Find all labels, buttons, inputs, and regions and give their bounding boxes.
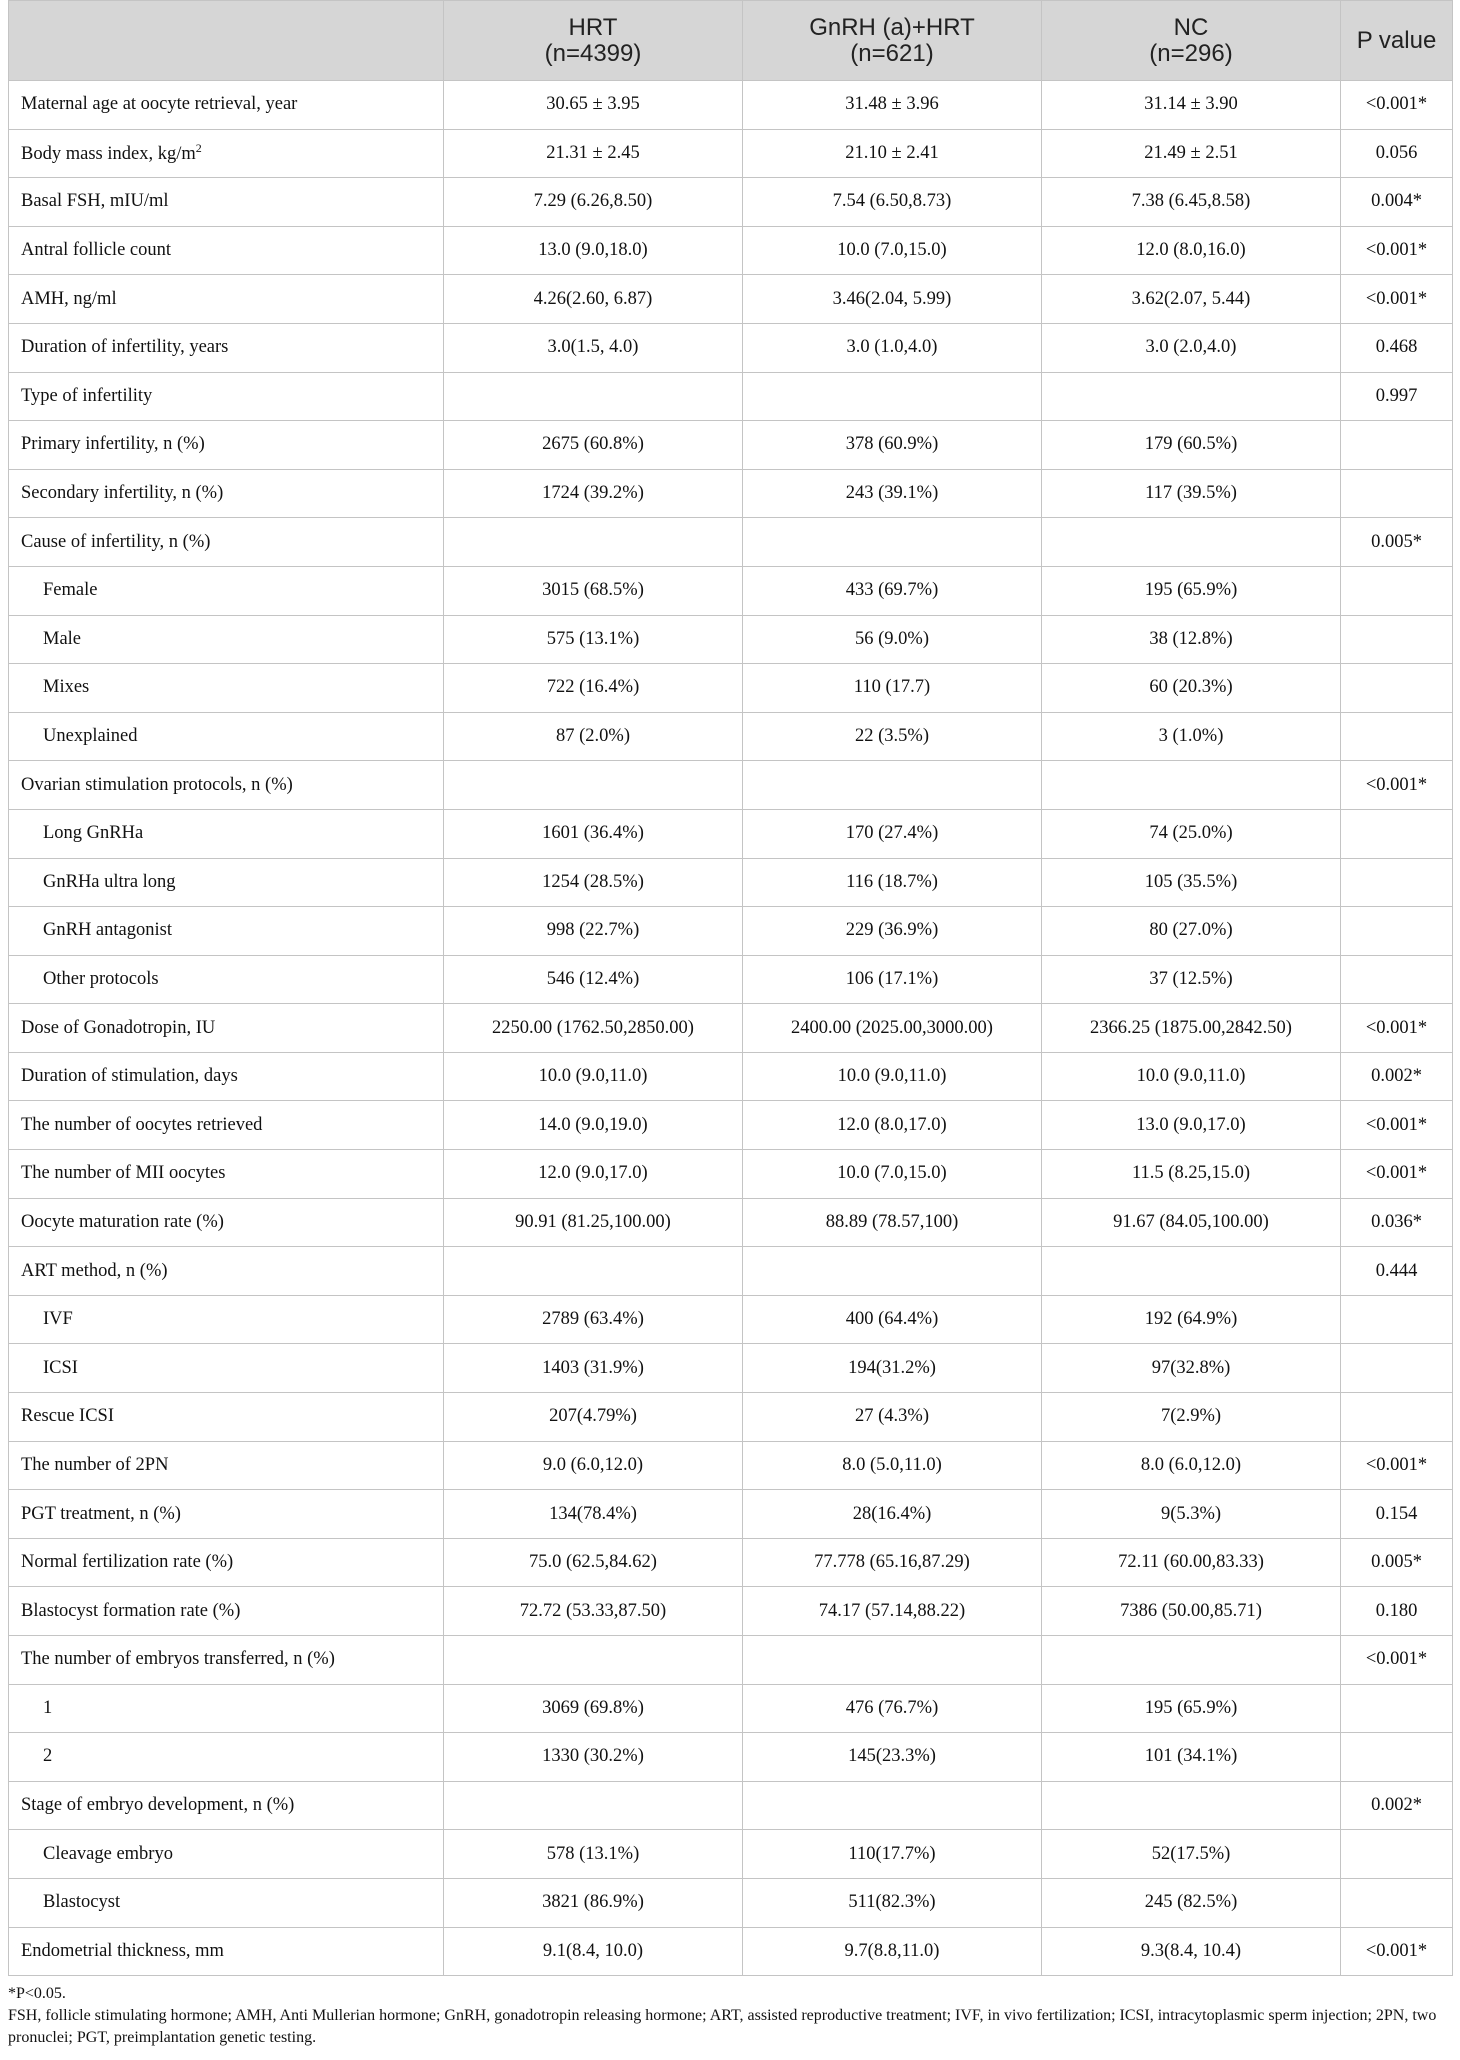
row-label-text: Basal FSH, mIU/ml (21, 191, 169, 212)
row-label (9, 323, 444, 372)
cell-nc: 7386 (50.00,85.71) (1042, 1587, 1341, 1636)
cell-nc: 80 (27.0%) (1042, 907, 1341, 956)
table-row (9, 178, 1453, 227)
cell-gnrh-hrt: 12.0 (8.0,17.0) (743, 1101, 1042, 1150)
cell-hrt: 10.0 (9.0,11.0) (444, 1052, 743, 1101)
row-label (9, 1878, 444, 1927)
cell-gnrh-hrt: 243 (39.1%) (743, 469, 1042, 518)
table-container (8, 0, 1452, 1976)
cell-nc: 3.0 (2.0,4.0) (1042, 323, 1341, 372)
cell-gnrh-hrt: 3.0 (1.0,4.0) (743, 323, 1042, 372)
cell-gnrh-hrt: 170 (27.4%) (743, 809, 1042, 858)
cell-p-value: 0.036* (1341, 1198, 1453, 1247)
header-hrt-n: (n=4399) (544, 39, 642, 67)
row-label (9, 421, 444, 470)
cell-nc: 13.0 (9.0,17.0) (1042, 1101, 1341, 1150)
row-label-text: Secondary infertility, n (%) (21, 483, 224, 504)
cell-hrt: 7.29 (6.26,8.50) (444, 178, 743, 227)
table-header (9, 1, 1453, 81)
cell-hrt (444, 1636, 743, 1685)
row-label-text: Blastocyst formation rate (%) (21, 1600, 241, 1621)
cell-nc: 3.62(2.07, 5.44) (1042, 275, 1341, 324)
row-label (9, 1101, 444, 1150)
row-label-text: Ovarian stimulation protocols, n (%) (21, 774, 293, 795)
row-label (9, 1198, 444, 1247)
cell-p-value: 0.002* (1341, 1052, 1453, 1101)
table-row (9, 1587, 1453, 1636)
table-row (9, 81, 1453, 130)
cell-gnrh-hrt: 28(16.4%) (743, 1490, 1042, 1539)
row-label-text: GnRHa ultra long (43, 871, 176, 892)
cell-hrt (444, 761, 743, 810)
cell-nc: 195 (65.9%) (1042, 1684, 1341, 1733)
row-label (9, 1344, 444, 1393)
row-label (9, 907, 444, 956)
row-label-text: Blastocyst (43, 1892, 121, 1913)
table-row (9, 1247, 1453, 1296)
cell-gnrh-hrt (743, 761, 1042, 810)
header-nc-n: (n=296) (1149, 39, 1233, 67)
header-nc-title: NC (1173, 13, 1209, 41)
cell-p-value (1341, 1684, 1453, 1733)
cell-gnrh-hrt: 7.54 (6.50,8.73) (743, 178, 1042, 227)
cell-gnrh-hrt: 194(31.2%) (743, 1344, 1042, 1393)
row-label-text: Primary infertility, n (%) (21, 434, 205, 455)
row-label (9, 275, 444, 324)
cell-nc: 195 (65.9%) (1042, 566, 1341, 615)
row-label (9, 81, 444, 130)
row-label (9, 955, 444, 1004)
table-row (9, 1830, 1453, 1879)
cell-gnrh-hrt (743, 372, 1042, 421)
cell-gnrh-hrt: 110 (17.7) (743, 664, 1042, 713)
cell-hrt: 13.0 (9.0,18.0) (444, 226, 743, 275)
cell-gnrh-hrt: 10.0 (7.0,15.0) (743, 226, 1042, 275)
cell-nc: 31.14 ± 3.90 (1042, 81, 1341, 130)
row-label-text: The number of embryos transferred, n (%) (21, 1649, 335, 1670)
table-row (9, 615, 1453, 664)
row-label (9, 1927, 444, 1976)
cell-nc: 245 (82.5%) (1042, 1878, 1341, 1927)
table-row (9, 1684, 1453, 1733)
row-label-text: Type of infertility (21, 385, 153, 406)
cell-p-value: 0.997 (1341, 372, 1453, 421)
cell-nc: 38 (12.8%) (1042, 615, 1341, 664)
cell-p-value: <0.001* (1341, 275, 1453, 324)
cell-gnrh-hrt (743, 1781, 1042, 1830)
table-row (9, 1878, 1453, 1927)
cell-p-value: 0.004* (1341, 178, 1453, 227)
row-label-text: 1 (43, 1697, 53, 1718)
table-row (9, 1344, 1453, 1393)
row-label-text: Other protocols (43, 968, 159, 989)
row-label (9, 1247, 444, 1296)
table-row (9, 518, 1453, 567)
cell-hrt (444, 1247, 743, 1296)
table-row (9, 1441, 1453, 1490)
cell-nc: 117 (39.5%) (1042, 469, 1341, 518)
cell-gnrh-hrt: 74.17 (57.14,88.22) (743, 1587, 1042, 1636)
cell-nc: 12.0 (8.0,16.0) (1042, 226, 1341, 275)
header-gnrh-hrt (743, 1, 1042, 81)
row-label (9, 1490, 444, 1539)
row-label (9, 712, 444, 761)
cell-nc: 21.49 ± 2.51 (1042, 129, 1341, 178)
row-label (9, 129, 444, 178)
row-label (9, 518, 444, 567)
table-row (9, 1490, 1453, 1539)
row-label-text: Female (43, 580, 98, 601)
row-label (9, 664, 444, 713)
row-label (9, 761, 444, 810)
cell-gnrh-hrt: 433 (69.7%) (743, 566, 1042, 615)
row-label (9, 1830, 444, 1879)
cell-p-value (1341, 469, 1453, 518)
table-row (9, 907, 1453, 956)
cell-p-value (1341, 421, 1453, 470)
cell-p-value: 0.056 (1341, 129, 1453, 178)
cell-hrt: 72.72 (53.33,87.50) (444, 1587, 743, 1636)
cell-gnrh-hrt: 476 (76.7%) (743, 1684, 1042, 1733)
row-label-text: Stage of embryo development, n (%) (21, 1795, 295, 1816)
table-body (9, 81, 1453, 1976)
cell-p-value (1341, 1393, 1453, 1442)
table-row (9, 664, 1453, 713)
cell-hrt: 12.0 (9.0,17.0) (444, 1150, 743, 1199)
cell-nc: 3 (1.0%) (1042, 712, 1341, 761)
table-row (9, 421, 1453, 470)
cell-gnrh-hrt: 10.0 (7.0,15.0) (743, 1150, 1042, 1199)
row-label-text: Long GnRHa (43, 823, 144, 844)
cell-gnrh-hrt: 116 (18.7%) (743, 858, 1042, 907)
cell-hrt: 75.0 (62.5,84.62) (444, 1538, 743, 1587)
table-row (9, 858, 1453, 907)
cell-nc: 11.5 (8.25,15.0) (1042, 1150, 1341, 1199)
row-label (9, 1295, 444, 1344)
cell-p-value (1341, 712, 1453, 761)
cell-hrt: 207(4.79%) (444, 1393, 743, 1442)
row-label (9, 566, 444, 615)
cell-hrt: 3015 (68.5%) (444, 566, 743, 615)
cell-p-value (1341, 1344, 1453, 1393)
row-label-text: Maternal age at oocyte retrieval, year (21, 94, 298, 115)
cell-gnrh-hrt: 400 (64.4%) (743, 1295, 1042, 1344)
footnotes (8, 1983, 1452, 2049)
cell-nc: 7(2.9%) (1042, 1393, 1341, 1442)
table-row (9, 809, 1453, 858)
table-row (9, 1393, 1453, 1442)
table-row (9, 1295, 1453, 1344)
table-row (9, 469, 1453, 518)
cell-hrt: 2675 (60.8%) (444, 421, 743, 470)
cell-hrt: 1403 (31.9%) (444, 1344, 743, 1393)
row-label-text: PGT treatment, n (%) (21, 1503, 181, 1524)
cell-hrt (444, 1781, 743, 1830)
cell-nc: 179 (60.5%) (1042, 421, 1341, 470)
cell-gnrh-hrt (743, 518, 1042, 567)
row-label (9, 1441, 444, 1490)
cell-p-value: 0.468 (1341, 323, 1453, 372)
cell-gnrh-hrt (743, 1636, 1042, 1685)
cell-nc (1042, 372, 1341, 421)
table-row (9, 1636, 1453, 1685)
cell-p-value (1341, 907, 1453, 956)
row-label-text: The number of MII oocytes (21, 1163, 226, 1184)
cell-nc (1042, 1247, 1341, 1296)
cell-nc: 8.0 (6.0,12.0) (1042, 1441, 1341, 1490)
cell-gnrh-hrt: 88.89 (78.57,100) (743, 1198, 1042, 1247)
table-row (9, 323, 1453, 372)
header-row (9, 1, 1453, 81)
table-row (9, 1052, 1453, 1101)
row-label (9, 1587, 444, 1636)
table-row (9, 275, 1453, 324)
cell-nc: 52(17.5%) (1042, 1830, 1341, 1879)
row-label-text: The number of 2PN (21, 1454, 169, 1475)
table-row (9, 1004, 1453, 1053)
table-row (9, 129, 1453, 178)
row-label (9, 615, 444, 664)
cell-p-value: 0.444 (1341, 1247, 1453, 1296)
cell-gnrh-hrt: 145(23.3%) (743, 1733, 1042, 1782)
cell-hrt: 9.0 (6.0,12.0) (444, 1441, 743, 1490)
cell-gnrh-hrt: 77.778 (65.16,87.29) (743, 1538, 1042, 1587)
cell-hrt: 87 (2.0%) (444, 712, 743, 761)
cell-hrt: 546 (12.4%) (444, 955, 743, 1004)
cell-p-value: <0.001* (1341, 81, 1453, 130)
cell-nc: 7.38 (6.45,8.58) (1042, 178, 1341, 227)
cell-p-value (1341, 809, 1453, 858)
cell-p-value (1341, 615, 1453, 664)
cell-nc (1042, 518, 1341, 567)
cell-hrt: 722 (16.4%) (444, 664, 743, 713)
cell-nc: 10.0 (9.0,11.0) (1042, 1052, 1341, 1101)
table-row (9, 712, 1453, 761)
header-hrt (444, 1, 743, 81)
cell-nc (1042, 1781, 1341, 1830)
row-label-text: Normal fertilization rate (%) (21, 1552, 234, 1573)
cell-p-value: 0.154 (1341, 1490, 1453, 1539)
cell-p-value: 0.002* (1341, 1781, 1453, 1830)
row-label-text: AMH, ng/ml (21, 288, 117, 309)
row-label-superscript: 2 (195, 141, 202, 156)
cell-hrt: 3069 (69.8%) (444, 1684, 743, 1733)
cell-p-value: <0.001* (1341, 761, 1453, 810)
cell-nc: 9.3(8.4, 10.4) (1042, 1927, 1341, 1976)
cell-hrt: 3821 (86.9%) (444, 1878, 743, 1927)
row-label-text: Endometrial thickness, mm (21, 1940, 224, 1961)
row-label (9, 178, 444, 227)
table-row (9, 1101, 1453, 1150)
table-row (9, 372, 1453, 421)
header-hrt-title: HRT (568, 13, 618, 41)
table-row (9, 761, 1453, 810)
cell-gnrh-hrt: 511(82.3%) (743, 1878, 1042, 1927)
cell-p-value: <0.001* (1341, 1927, 1453, 1976)
table-row (9, 1927, 1453, 1976)
row-label-text: ART method, n (%) (21, 1260, 168, 1281)
row-label (9, 1538, 444, 1587)
row-label-text: Male (43, 628, 82, 649)
row-label (9, 1393, 444, 1442)
row-label (9, 226, 444, 275)
header-gnrh-n: (n=621) (850, 39, 934, 67)
cell-p-value: 0.180 (1341, 1587, 1453, 1636)
row-label (9, 372, 444, 421)
table-row (9, 955, 1453, 1004)
cell-p-value: <0.001* (1341, 1004, 1453, 1053)
cell-hrt: 998 (22.7%) (444, 907, 743, 956)
row-label-text: Body mass index, kg/m (21, 144, 196, 165)
cell-gnrh-hrt: 10.0 (9.0,11.0) (743, 1052, 1042, 1101)
cell-nc: 192 (64.9%) (1042, 1295, 1341, 1344)
cell-p-value: <0.001* (1341, 226, 1453, 275)
cell-hrt: 90.91 (81.25,100.00) (444, 1198, 743, 1247)
table-row (9, 1538, 1453, 1587)
cell-hrt: 1724 (39.2%) (444, 469, 743, 518)
baseline-characteristics-table (8, 0, 1453, 1976)
cell-gnrh-hrt: 229 (36.9%) (743, 907, 1042, 956)
cell-hrt: 4.26(2.60, 6.87) (444, 275, 743, 324)
header-variable (9, 1, 444, 81)
cell-p-value (1341, 955, 1453, 1004)
cell-hrt: 134(78.4%) (444, 1490, 743, 1539)
row-label-text: Rescue ICSI (21, 1406, 114, 1427)
table-row (9, 1781, 1453, 1830)
cell-p-value: 0.005* (1341, 518, 1453, 567)
footnote-significance: *P<0.05. (8, 1985, 66, 2002)
cell-nc: 2366.25 (1875.00,2842.50) (1042, 1004, 1341, 1053)
cell-gnrh-hrt (743, 1247, 1042, 1296)
row-label (9, 1733, 444, 1782)
cell-p-value: <0.001* (1341, 1150, 1453, 1199)
row-label-text: 2 (43, 1746, 53, 1767)
row-label (9, 1052, 444, 1101)
cell-nc: 101 (34.1%) (1042, 1733, 1341, 1782)
cell-p-value (1341, 1733, 1453, 1782)
row-label (9, 1636, 444, 1685)
cell-gnrh-hrt: 21.10 ± 2.41 (743, 129, 1042, 178)
cell-gnrh-hrt: 56 (9.0%) (743, 615, 1042, 664)
cell-p-value (1341, 1830, 1453, 1879)
row-label-text: Cleavage embryo (43, 1843, 173, 1864)
row-label (9, 1684, 444, 1733)
cell-p-value (1341, 1295, 1453, 1344)
row-label-text: Cause of infertility, n (%) (21, 531, 211, 552)
cell-hrt: 2789 (63.4%) (444, 1295, 743, 1344)
cell-hrt: 1330 (30.2%) (444, 1733, 743, 1782)
row-label (9, 809, 444, 858)
header-p-value: P value (1341, 1, 1453, 81)
cell-gnrh-hrt: 106 (17.1%) (743, 955, 1042, 1004)
cell-p-value: <0.001* (1341, 1101, 1453, 1150)
header-nc (1042, 1, 1341, 81)
cell-p-value (1341, 858, 1453, 907)
cell-hrt: 3.0(1.5, 4.0) (444, 323, 743, 372)
cell-hrt: 1254 (28.5%) (444, 858, 743, 907)
cell-gnrh-hrt: 9.7(8.8,11.0) (743, 1927, 1042, 1976)
cell-p-value: 0.005* (1341, 1538, 1453, 1587)
header-gnrh-title: GnRH (a)+HRT (809, 13, 975, 41)
cell-gnrh-hrt: 27 (4.3%) (743, 1393, 1042, 1442)
cell-nc: 91.67 (84.05,100.00) (1042, 1198, 1341, 1247)
cell-gnrh-hrt: 3.46(2.04, 5.99) (743, 275, 1042, 324)
cell-hrt: 578 (13.1%) (444, 1830, 743, 1879)
footnote-abbreviations: FSH, follicle stimulating hormone; AMH, Anti Mullerian hormone; GnRH, gonadotropin releasing hormone; ART, assisted reproductive treatment; IVF, in vivo fertilization; ICSI, intracytoplasmic sperm injection; 2PN, two pronuclei; PGT, preimplantation genetic testing. (8, 2007, 1437, 2046)
row-label-text: Antral follicle count (21, 240, 172, 261)
cell-hrt: 30.65 ± 3.95 (444, 81, 743, 130)
row-label (9, 469, 444, 518)
row-label (9, 1781, 444, 1830)
cell-nc: 97(32.8%) (1042, 1344, 1341, 1393)
cell-hrt (444, 372, 743, 421)
table-row (9, 566, 1453, 615)
cell-nc: 9(5.3%) (1042, 1490, 1341, 1539)
row-label-text: Unexplained (43, 726, 138, 747)
cell-hrt: 21.31 ± 2.45 (444, 129, 743, 178)
cell-hrt: 9.1(8.4, 10.0) (444, 1927, 743, 1976)
cell-nc (1042, 761, 1341, 810)
cell-nc: 37 (12.5%) (1042, 955, 1341, 1004)
row-label-text: IVF (43, 1309, 73, 1330)
cell-hrt: 575 (13.1%) (444, 615, 743, 664)
cell-hrt: 1601 (36.4%) (444, 809, 743, 858)
cell-hrt (444, 518, 743, 567)
row-label-text: GnRH antagonist (43, 920, 172, 941)
table-row (9, 1733, 1453, 1782)
table-row (9, 226, 1453, 275)
cell-p-value: <0.001* (1341, 1636, 1453, 1685)
cell-gnrh-hrt: 378 (60.9%) (743, 421, 1042, 470)
row-label-text: Dose of Gonadotropin, IU (21, 1017, 216, 1038)
row-label-text: Oocyte maturation rate (%) (21, 1211, 224, 1232)
row-label-text: Mixes (43, 677, 90, 698)
row-label-text: The number of oocytes retrieved (21, 1114, 263, 1135)
cell-gnrh-hrt: 31.48 ± 3.96 (743, 81, 1042, 130)
row-label-text: Duration of infertility, years (21, 337, 229, 358)
cell-nc: 74 (25.0%) (1042, 809, 1341, 858)
cell-gnrh-hrt: 8.0 (5.0,11.0) (743, 1441, 1042, 1490)
row-label (9, 858, 444, 907)
cell-p-value (1341, 1878, 1453, 1927)
cell-gnrh-hrt: 22 (3.5%) (743, 712, 1042, 761)
cell-gnrh-hrt: 110(17.7%) (743, 1830, 1042, 1879)
cell-nc: 60 (20.3%) (1042, 664, 1341, 713)
table-row (9, 1198, 1453, 1247)
cell-hrt: 2250.00 (1762.50,2850.00) (444, 1004, 743, 1053)
cell-p-value (1341, 566, 1453, 615)
cell-p-value: <0.001* (1341, 1441, 1453, 1490)
row-label (9, 1150, 444, 1199)
row-label-text: Duration of stimulation, days (21, 1066, 238, 1087)
cell-nc: 72.11 (60.00,83.33) (1042, 1538, 1341, 1587)
cell-nc: 105 (35.5%) (1042, 858, 1341, 907)
cell-nc (1042, 1636, 1341, 1685)
cell-gnrh-hrt: 2400.00 (2025.00,3000.00) (743, 1004, 1042, 1053)
row-label-text: ICSI (43, 1357, 78, 1378)
row-label (9, 1004, 444, 1053)
cell-hrt: 14.0 (9.0,19.0) (444, 1101, 743, 1150)
cell-p-value (1341, 664, 1453, 713)
table-row (9, 1150, 1453, 1199)
